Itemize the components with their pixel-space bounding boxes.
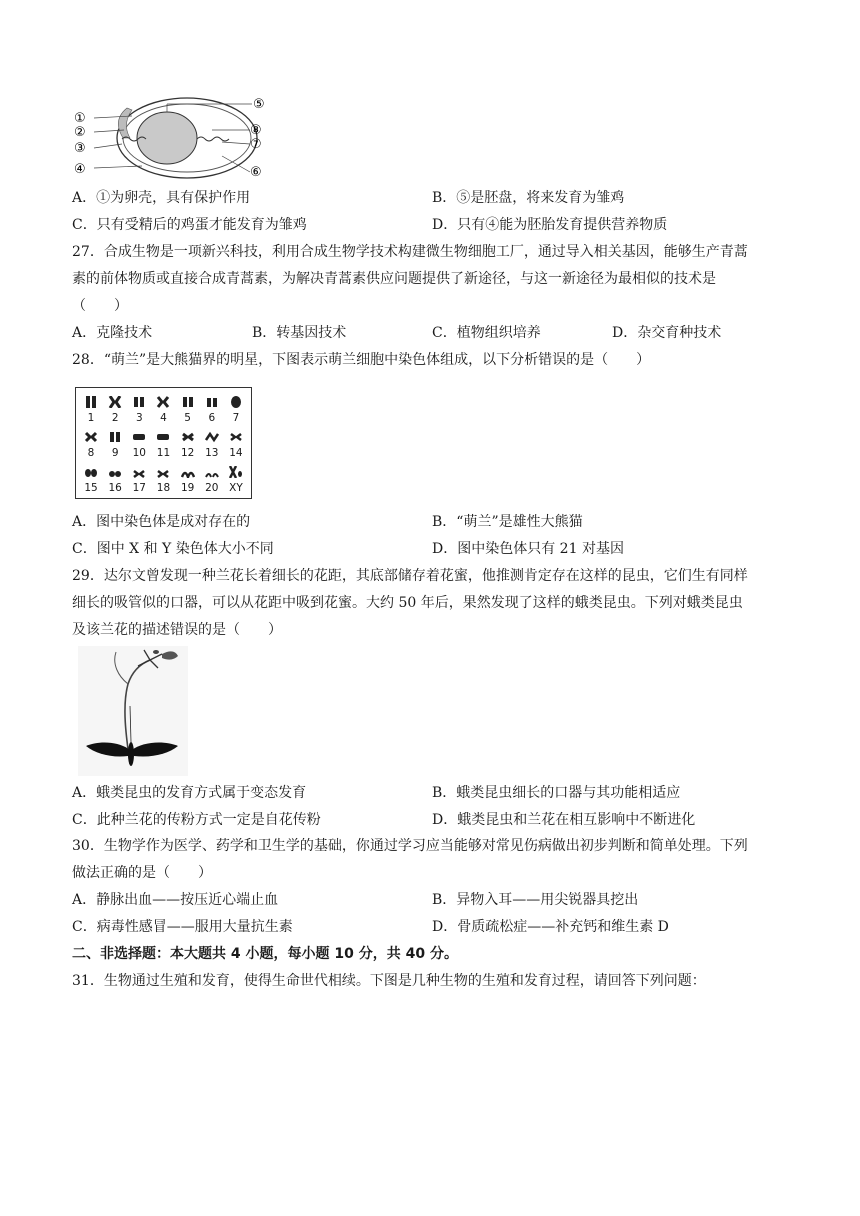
karyotype-label: 18 [156,482,171,494]
egg-label-2: ② [74,125,86,140]
chromosome-icon [205,466,219,478]
q29-option-a: A．蛾类昆虫的发育方式属于变态发育 [72,785,307,801]
q28-option-b: B．“萌兰”是雄性大熊猫 [432,514,583,530]
chromosome-icon [229,396,243,408]
q27-option-b: B．转基因技术 [252,325,347,341]
karyotype-label: 9 [111,447,119,459]
q27-option-c: C．植物组织培养 [432,325,541,341]
karyotype-row-1 [82,396,245,424]
karyotype-label: 6 [208,412,216,424]
q30-option-d: D．骨质疏松症——补充钙和维生素 D [432,919,669,935]
chromosome-icon [205,431,219,443]
egg-label-3: ③ [74,141,86,156]
karyotype-label: 10 [132,447,146,459]
chromosome-icon [108,396,122,408]
egg-label-7: ⑦ [250,137,262,152]
q28-stem: 28．“萌兰”是大熊猫界的明星，下图表示萌兰细胞中染色体组成，以下分析错误的是（ ） [72,352,651,368]
chromosome-icon [108,431,122,443]
q29-stem-line-2: 细长的吸管似的口器，可以从花距中吸到花蜜。大约 50 年后，果然发现了这样的蛾类昆虫。下列对蛾类昆虫 [72,595,743,611]
chromosome-icon [132,396,146,408]
karyotype-label: XY [229,482,243,494]
q30-option-b: B．异物入耳——用尖锐器具挖出 [432,892,639,908]
karyotype-label: 20 [205,482,219,494]
q28-option-d: D．图中染色体只有 21 对基因 [432,541,624,557]
chromosome-icon [84,466,98,478]
karyotype-label: 7 [232,412,240,424]
chromosome-icon [84,396,98,408]
karyotype-row-2 [82,431,245,459]
karyotype-label: 3 [135,412,143,424]
q26-option-a: A．①为卵壳，具有保护作用 [72,190,251,206]
chromosome-icon [205,396,219,408]
karyotype-label: 1 [87,412,95,424]
q27-stem-line-1: 27．合成生物是一项新兴科技，利用合成生物学技术构建微生物细胞工厂，通过导入相关基因，能够生产青蒿 [72,244,748,260]
chromosome-icon [132,466,146,478]
orchid-moth-figure [78,646,188,776]
q27-stem-line-2: 素的前体物质或直接合成青蒿素，为解决青蒿素供应问题提供了新途径，与这一新途径为最相似的技术是 [72,271,716,287]
q29-option-d: D．蛾类昆虫和兰花在相互影响中不断进化 [432,812,696,828]
karyotype-label: 8 [87,447,95,459]
egg-label-5: ⑤ [253,97,265,112]
q29-option-b: B．蛾类昆虫细长的口器与其功能相适应 [432,785,681,801]
karyotype-label: 11 [156,447,171,459]
chromosome-icon [181,396,195,408]
chromosome-icon [156,431,170,443]
chromosome-icon [108,466,122,478]
q27-stem-line-3: （ ） [72,298,128,314]
q26-option-b: B．⑤是胚盘，将来发育为雏鸡 [432,190,625,206]
chromosome-icon [84,431,98,443]
egg-structure-figure [72,94,272,184]
section-2-title: 二、非选择题：本大题共 4 小题，每小题 10 分，共 40 分。 [72,946,458,962]
egg-label-6: ⑥ [250,165,262,180]
chromosome-icon [181,431,195,443]
q26-option-c: C．只有受精后的鸡蛋才能发育为雏鸡 [72,217,307,233]
chromosome-icon [132,431,146,443]
karyotype-label: 13 [205,447,219,459]
q27-option-d: D．杂交育种技术 [612,325,722,341]
egg-label-1: ① [74,111,86,126]
q29-stem-line-1: 29．达尔文曾发现一种兰花长着细长的花距，其底部储存着花蜜，他推测肯定存在这样的昆虫，它们生有同样 [72,568,748,584]
q31-stem: 31．生物通过生殖和发育，使得生命世代相续。下图是几种生物的生殖和发育过程，请回答下列问题： [72,973,706,989]
karyotype-row-3 [82,466,245,494]
chromosome-icon [156,396,170,408]
q29-stem-line-3: 及该兰花的描述错误的是（ ） [72,622,282,638]
karyotype-label: 4 [160,412,167,424]
chromosome-icon [181,466,195,478]
karyotype-label: 17 [132,482,146,494]
karyotype-label: 2 [111,412,119,424]
karyotype-label: 12 [180,447,195,459]
q30-option-a: A．静脉出血——按压近心端止血 [72,892,279,908]
q30-option-c: C．病毒性感冒——服用大量抗生素 [72,919,293,935]
karyotype-label: 16 [108,482,122,494]
karyotype-label: 5 [184,412,191,424]
chromosome-icon [229,431,243,443]
q27-option-a: A．克隆技术 [72,325,153,341]
karyotype-label: 15 [84,482,98,494]
chromosome-icon [156,466,170,478]
q30-stem-line-1: 30．生物学作为医学、药学和卫生学的基础，你通过学习应当能够对常见伤病做出初步判断和简单处理。下列 [72,838,748,854]
q29-option-c: C．此种兰花的传粉方式一定是自花传粉 [72,812,321,828]
chromosome-icon [229,466,243,478]
q30-stem-line-2: 做法正确的是（ ） [72,865,212,881]
karyotype-label: 19 [180,482,195,494]
q28-option-c: C．图中 X 和 Y 染色体大小不同 [72,541,274,557]
q28-option-a: A．图中染色体是成对存在的 [72,514,251,530]
karyotype-label: 14 [229,447,243,459]
q26-option-d: D．只有④能为胚胎发育提供营养物质 [432,217,668,233]
karyotype-figure [75,387,252,499]
egg-label-4: ④ [74,162,86,177]
egg-label-8: ⑧ [250,123,262,138]
